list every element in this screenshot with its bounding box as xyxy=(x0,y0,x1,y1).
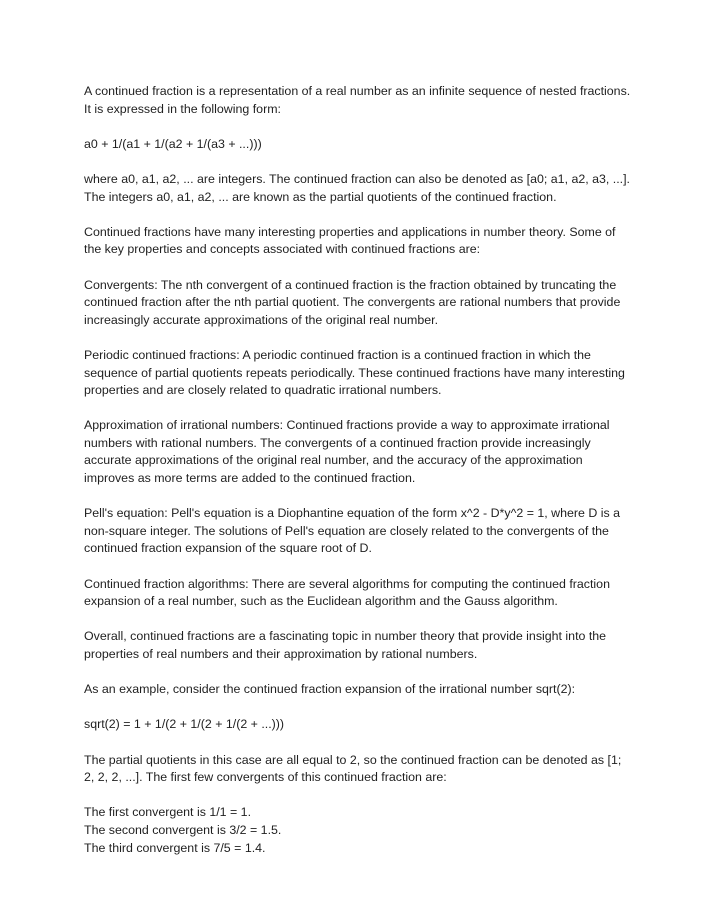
document-body xyxy=(84,83,632,857)
notation-paragraph: where a0, a1, a2, ... are integers. The continued fraction can also be denoted as [a0; a1, a2, a3, ...]. The integers a0, a1, a2, ... are known as the partial quotients of the continued fraction. xyxy=(84,171,631,204)
sqrt2-formula: sqrt(2) = 1 + 1/(2 + 1/(2 + 1/(2 + ...))) xyxy=(84,717,285,732)
example-intro-paragraph: As an example, consider the continued fraction expansion of the irrational number sqrt(2): xyxy=(84,682,576,697)
algorithms-paragraph: Continued fraction algorithms: There are several algorithms for computing the continued fraction expansion of a real number, such as the Euclidean algorithm and the Gauss algorithm. xyxy=(84,576,610,609)
convergent-line: The third convergent is 7/5 = 1.4. xyxy=(84,840,266,855)
general-form-formula: a0 + 1/(a1 + 1/(a2 + 1/(a3 + ...))) xyxy=(84,136,262,151)
pells-equation-paragraph: Pell's equation: Pell's equation is a Diophantine equation of the form x^2 - D*y^2 = 1, where D is a non-square integer. The solutions of Pell's equation are closely related to the convergents of the continued fraction expansion of the square root of D. xyxy=(84,506,621,556)
periodic-paragraph: Periodic continued fractions: A periodic continued fraction is a continued fraction in which the sequence of partial quotients repeats periodically. These continued fractions have many interesting properties and are closely related to quadratic irrational numbers. xyxy=(84,347,625,398)
approximation-paragraph: Approximation of irrational numbers: Continued fractions provide a way to approximate irrational numbers with rational numbers. The convergents of a continued fraction provide increasingly accurate approximations of the original real number, and the accuracy of the approximation improves as more terms are added to the continued fraction. xyxy=(84,418,610,486)
convergents-paragraph: Convergents: The nth convergent of a continued fraction is the fraction obtained by truncating the continued fraction after the nth partial quotient. The convergents are rational numbers that provide increasingly accurate approximations of the original real number. xyxy=(84,277,621,327)
overall-paragraph: Overall, continued fractions are a fascinating topic in number theory that provide insight into the properties of real numbers and their approximation by rational numbers. xyxy=(84,629,607,661)
properties-intro-paragraph: Continued fractions have many interesting properties and applications in number theory. Some of the key properties and concepts associated with continued fractions are: xyxy=(84,224,616,257)
partial-quotients-paragraph: The partial quotients in this case are all equal to 2, so the continued fraction can be denoted as [1; 2, 2, 2, ...]. The first few convergents of this continued fraction are: xyxy=(84,752,622,785)
convergent-line: The first convergent is 1/1 = 1. xyxy=(84,805,252,820)
convergent-line: The second convergent is 3/2 = 1.5. xyxy=(84,822,282,837)
intro-paragraph: A continued fraction is a representation of a real number as an infinite sequence of nested fractions. It is expressed in the following form: xyxy=(84,84,631,116)
